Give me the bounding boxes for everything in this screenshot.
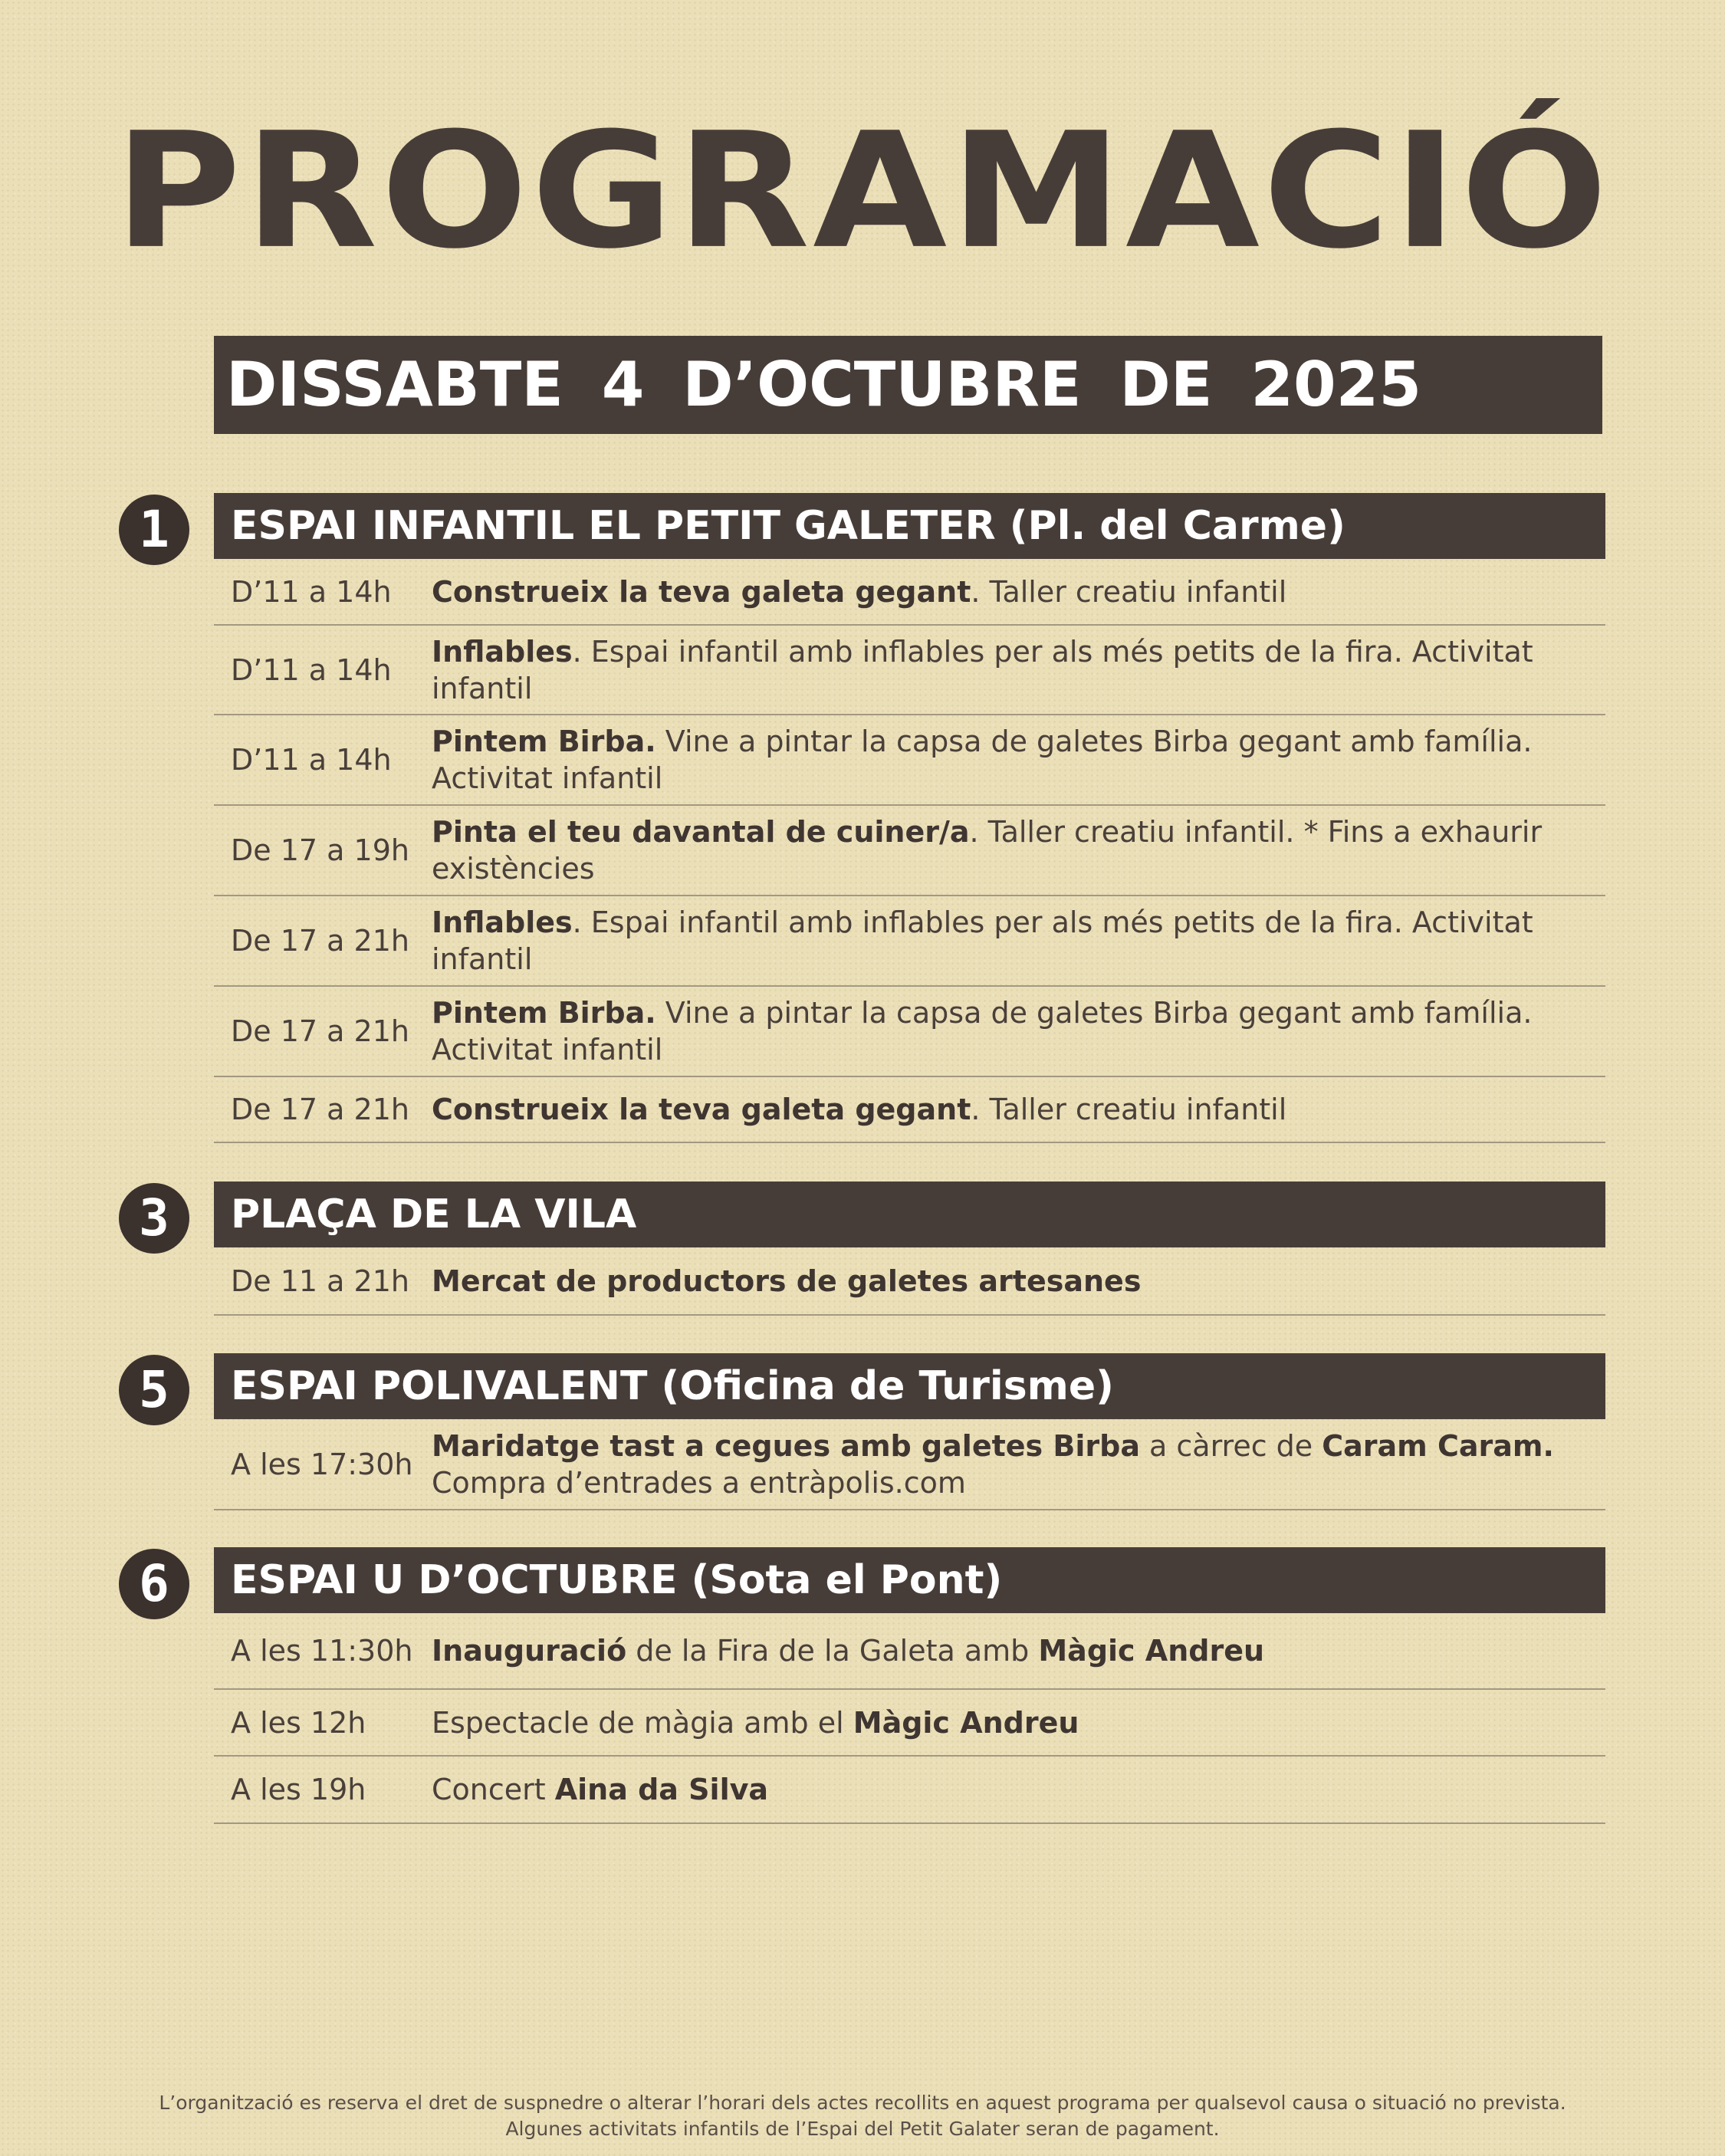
highlighted-text: Inflables [432, 634, 573, 669]
row-description [432, 904, 1605, 978]
description-text: Concert [432, 1773, 555, 1806]
highlighted-text: Màgic Andreu [1038, 1634, 1265, 1668]
page-title: PROGRAMACIÓ [113, 98, 1612, 284]
section-number-badge: 6 [119, 1549, 189, 1619]
row-description [432, 633, 1605, 707]
description-text: Vine a pintar la capsa de galetes Birba gegant amb família. Activitat infantil [432, 725, 1533, 795]
section-heading: ESPAI INFANTIL EL PETIT GALETER (Pl. del Carme) [214, 493, 1605, 559]
description-text: . Taller creatiu infantil. * Fins a exhaurir existències [432, 815, 1543, 886]
description-text: a càrrec de [1139, 1428, 1322, 1463]
description-text: Vine a pintar la capsa de galetes Birba gegant amb família. Activitat infantil [432, 996, 1533, 1066]
section-number-badge: 1 [119, 495, 189, 565]
schedule-row [214, 1077, 1605, 1143]
row-time: D’11 a 14h [231, 652, 392, 687]
schedule-row [214, 1613, 1605, 1690]
schedule-list [214, 559, 1605, 1143]
highlighted-text: Pinta el teu davantal de cuiner/a [432, 815, 970, 849]
schedule-row [214, 1247, 1605, 1316]
row-time: De 17 a 19h [231, 833, 409, 867]
description-text: . Taller creatiu infantil [971, 1093, 1287, 1126]
row-description [432, 574, 1605, 610]
highlighted-text: Màgic Andreu [853, 1705, 1079, 1740]
row-description [432, 1771, 1605, 1808]
highlighted-text: Mercat de productors de galetes artesanes [432, 1264, 1142, 1298]
schedule-list [214, 1247, 1605, 1316]
schedule-row [214, 1419, 1605, 1510]
highlighted-text: Construeix la teva galeta gegant [432, 574, 971, 609]
row-description [432, 1091, 1605, 1128]
highlighted-text: Aina da Silva [554, 1773, 769, 1806]
description-text: Espectacle de màgia amb el [432, 1705, 853, 1740]
row-time: A les 19h [231, 1773, 366, 1806]
schedule-row [214, 1757, 1605, 1824]
row-description [432, 1632, 1605, 1669]
row-description [432, 1263, 1605, 1300]
section-number-badge: 3 [119, 1183, 189, 1254]
row-time: De 17 a 21h [231, 924, 409, 958]
highlighted-text: Pintem Birba. [432, 725, 656, 758]
schedule-row [214, 626, 1605, 715]
schedule-row [214, 987, 1605, 1077]
description-text: de la Fira de la Galeta amb [626, 1634, 1039, 1668]
description-text: . Espai infantil amb inflables per als més petits de la fira. Activitat infantil [432, 634, 1533, 705]
row-description [432, 813, 1605, 887]
schedule-row [214, 715, 1605, 806]
row-description [432, 1428, 1605, 1501]
section-heading: PLAÇA DE LA VILA [214, 1182, 1605, 1247]
description-text: . Taller creatiu infantil [971, 574, 1287, 609]
row-time: De 17 a 21h [231, 1093, 409, 1126]
row-time: De 17 a 21h [231, 1014, 409, 1048]
highlighted-text: Pintem Birba. [432, 996, 656, 1030]
disclaimer-footer: L’organització es reserva el dret de suspnedre o alterar l’horari dels actes recollits en aquest programa per qualsevol causa o situació no prevista. Algunes activitats infantils de l’Espai del Petit Galater seran de pagament. [159, 2092, 1566, 2140]
schedule-row [214, 896, 1605, 987]
highlighted-text: Inauguració [432, 1634, 627, 1668]
section-heading: ESPAI U D’OCTUBRE (Sota el Pont) [214, 1547, 1605, 1613]
schedule-list [214, 1419, 1605, 1510]
row-description [432, 1704, 1605, 1741]
schedule-row [214, 1690, 1605, 1757]
row-time: A les 17:30h [231, 1447, 413, 1481]
row-time: A les 12h [231, 1705, 366, 1740]
highlighted-text: Maridatge tast a cegues amb galetes Birba [432, 1428, 1140, 1463]
section-number-badge: 5 [119, 1355, 189, 1425]
highlighted-text: Inflables [432, 905, 573, 939]
highlighted-text: Construeix la teva galeta gegant [432, 1093, 971, 1126]
row-time: A les 11:30h [231, 1634, 413, 1668]
description-text: . Espai infantil amb inflables per als més petits de la fira. Activitat infantil [432, 905, 1533, 976]
description-text: Compra d’entrades a entràpolis.com [432, 1465, 966, 1500]
schedule-row [214, 806, 1605, 896]
row-time: D’11 a 14h [231, 574, 392, 609]
schedule-row [214, 559, 1605, 626]
section-heading: ESPAI POLIVALENT (Oficina de Turisme) [214, 1353, 1605, 1419]
schedule-list [214, 1613, 1605, 1824]
row-time: De 11 a 21h [231, 1264, 409, 1298]
row-time: D’11 a 14h [231, 743, 392, 777]
row-description [432, 994, 1605, 1068]
highlighted-text: Caram Caram. [1322, 1428, 1554, 1463]
row-description [432, 723, 1605, 797]
date-banner: DISSABTE 4 D’OCTUBRE DE 2025 [214, 336, 1602, 434]
